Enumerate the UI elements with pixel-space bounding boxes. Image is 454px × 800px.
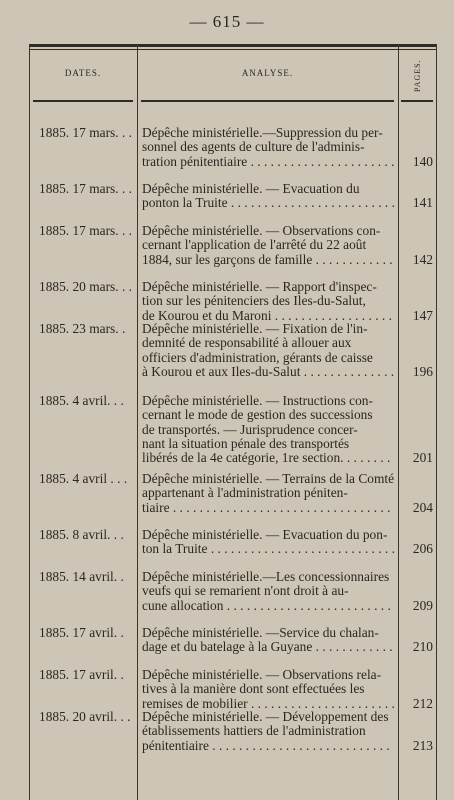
entry-analysis (142, 126, 394, 169)
analysis-line: cernant le mode de gestion des successions (142, 408, 373, 423)
entry-date: 1885. 8 avril. . . (39, 527, 124, 542)
analysis-line: Dépêche ministérielle. — Observations con- (142, 224, 381, 238)
column-divider (436, 44, 437, 800)
entry-page-number: 201 (412, 450, 433, 466)
entry-date: 1885. 17 mars. . . (39, 223, 132, 238)
entry-date: 1885. 17 mars. . . (39, 181, 132, 196)
analysis-line: cernant l'application de l'arrêté du 22 août (142, 238, 367, 253)
entry-date: 1885. 17 avril. . (39, 667, 124, 682)
analysis-line: tion sur les pénitenciers des Iles-du-Salut, (142, 294, 366, 309)
analysis-line: Dépêche ministérielle.—Les concessionnaires (142, 570, 390, 584)
entry-analysis (142, 626, 394, 655)
analysis-line: Dépêche ministérielle. —Service du chalan- (142, 626, 379, 640)
entry-date: 1885. 20 avril. . . (39, 709, 131, 724)
analysis-line: ton la Truite . . . (142, 542, 394, 556)
analysis-line: tration pénitentiaire . . . (142, 155, 394, 169)
header-analyse: ANALYSE. (241, 68, 294, 78)
entry-analysis (142, 280, 394, 323)
analysis-line: officiers d'administration, gérants de caisse (142, 350, 373, 365)
analysis-line: Dépêche ministérielle. — Observations rela- (142, 668, 382, 682)
index-table (29, 44, 437, 800)
analysis-line: à Kourou et aux Iles-du-Salut . . . (142, 365, 394, 379)
entry-page-number: 142 (412, 251, 433, 267)
entry-date: 1885. 4 avril. . . (39, 393, 124, 408)
column-divider (29, 44, 30, 800)
analysis-line: demnité de responsabilité à allouer aux (142, 336, 352, 351)
analysis-line: de Kourou et du Maroni . . . (142, 309, 394, 323)
entry-page-number: 140 (412, 153, 433, 169)
page-number: — 615 — (189, 12, 265, 31)
entry-analysis (142, 224, 394, 267)
entry-page-number: 209 (412, 597, 433, 613)
entry-date: 1885. 17 mars. . . (39, 125, 132, 140)
entry-date: 1885. 4 avril . . . (39, 471, 128, 486)
analysis-line: tiaire . . . (142, 501, 394, 515)
analysis-line: nant la situation pénale des transportés (142, 436, 350, 451)
entry-analysis (142, 182, 394, 211)
top-rule-thin (29, 49, 437, 50)
entry-date: 1885. 20 mars. . . (39, 279, 132, 294)
analysis-line: Dépêche ministérielle. — Rapport d'inspec- (142, 280, 377, 294)
entry-page-number: 212 (412, 695, 433, 711)
analysis-line: sonnel des agents de culture de l'adminis- (142, 140, 365, 155)
entry-date: 1885. 17 avril. . (39, 625, 124, 640)
entry-page-number: 141 (412, 195, 433, 211)
entry-analysis (142, 668, 394, 711)
analysis-line: établissements hattiers de l'administration (142, 724, 366, 739)
analysis-line: veufs qui se remarient n'ont droit à au- (142, 584, 349, 599)
analysis-line: tives à la manière dont sont effectuées les (142, 682, 365, 697)
analysis-line: Dépêche ministérielle.—Suppression du per- (142, 126, 383, 140)
analysis-line: Dépêche ministérielle. — Instructions con- (142, 394, 373, 408)
entry-analysis (142, 322, 394, 379)
analysis-line: cune allocation . . . (142, 599, 394, 613)
analysis-line: Dépêche ministérielle. — Evacuation du pon- (142, 528, 388, 542)
header-dates: DATES. (64, 68, 102, 78)
analysis-line: 1884, sur les garçons de famille . . . (142, 253, 394, 267)
entry-analysis (142, 472, 394, 515)
entry-analysis (142, 570, 394, 613)
entry-page-number: 196 (412, 363, 433, 379)
analysis-line: Dépêche ministérielle. — Terrains de la Comté (142, 472, 394, 486)
column-divider (398, 44, 399, 800)
entry-analysis (142, 394, 394, 465)
entry-analysis (142, 710, 394, 753)
entry-page-number: 213 (412, 737, 433, 753)
analysis-line: ponton la Truite . . . (142, 196, 394, 210)
entry-date: 1885. 14 avril. . (39, 569, 124, 584)
header-rule (33, 100, 133, 102)
analysis-line: remises de mobilier . . . (142, 697, 394, 711)
analysis-line: libérés de la 4e catégorie, 1re section. . . . . (142, 451, 394, 465)
header-pages: PAGES. (413, 59, 422, 92)
header-rule (401, 100, 433, 102)
top-rule (29, 44, 437, 47)
analysis-line: Dépêche ministérielle. — Fixation de l'in- (142, 322, 368, 336)
header-rule (141, 100, 394, 102)
entry-page-number: 204 (412, 499, 433, 515)
entry-date: 1885. 23 mars. . (39, 321, 126, 336)
analysis-line: Dépêche ministérielle. — Développement des (142, 710, 389, 724)
analysis-line: appartenant à l'administration péniten- (142, 486, 348, 501)
analysis-line: Dépêche ministérielle. — Evacuation du (142, 182, 360, 196)
analysis-line: pénitentiaire . . . (142, 739, 394, 753)
column-divider (137, 44, 138, 800)
analysis-line: dage et du batelage à la Guyane . . . (142, 640, 394, 654)
entry-page-number: 147 (412, 307, 433, 323)
entry-page-number: 210 (412, 639, 433, 655)
analysis-line: de transportés. — Jurisprudence concer- (142, 422, 358, 437)
entry-page-number: 206 (412, 541, 433, 557)
entry-analysis (142, 528, 394, 557)
